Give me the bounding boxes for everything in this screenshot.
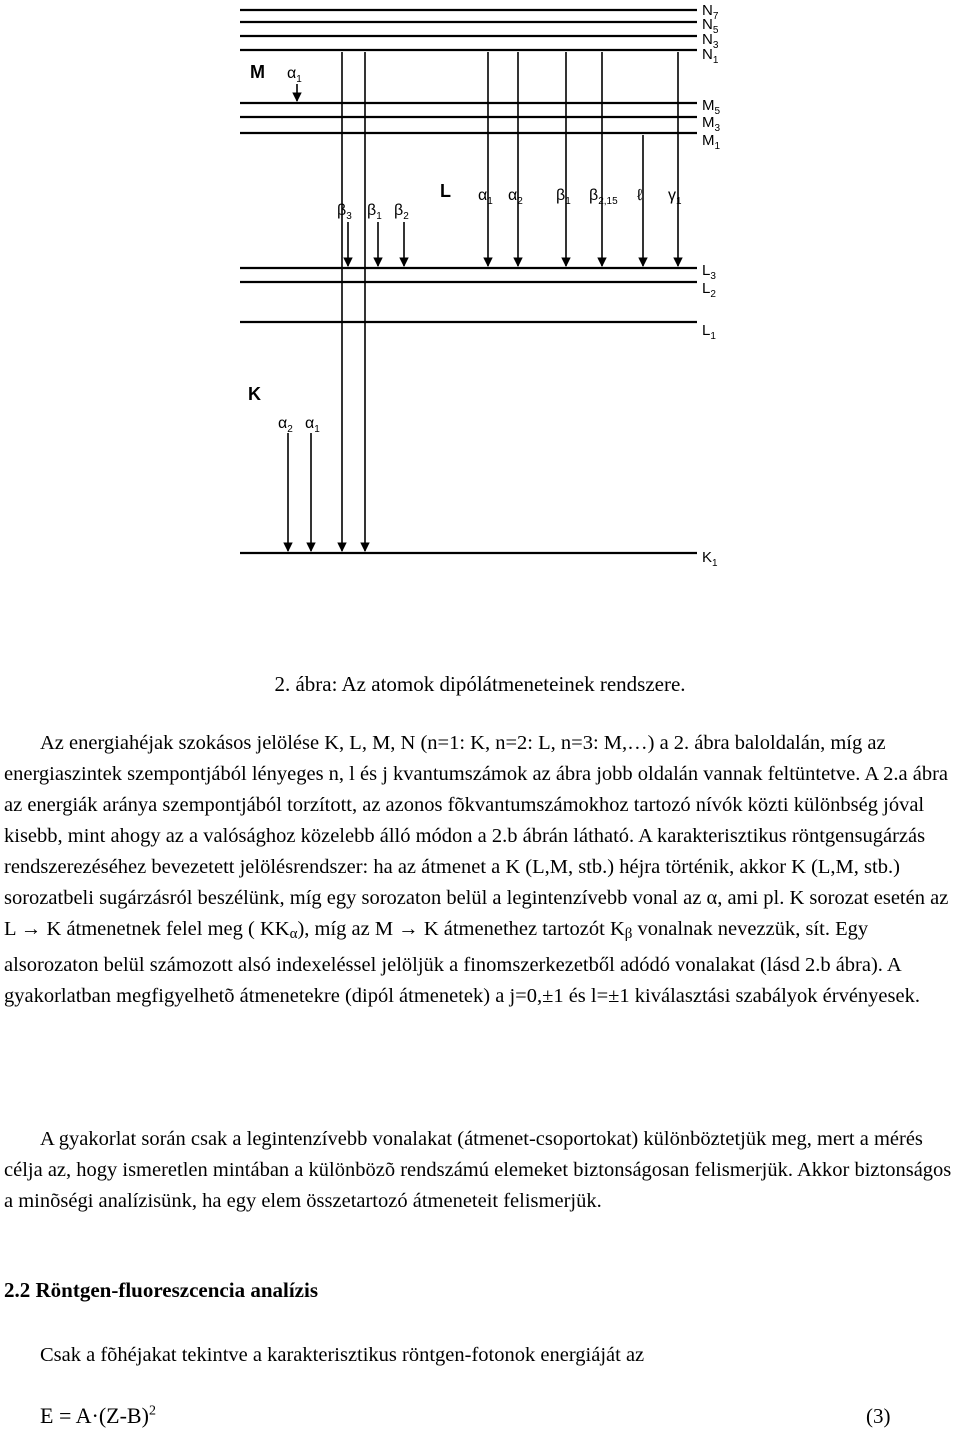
level-label-N7: $N_7$ (702, 2, 719, 22)
paragraph-main-shells: Csak a fõhéjakat tekintve a karakterisztikus röntgen-fotonok energiáját az (40, 1344, 645, 1366)
equation-number: (3) (866, 1404, 891, 1428)
shell-label-M: M (250, 62, 265, 82)
shell-label-K: K (248, 384, 261, 404)
equation: $E = A\cdot(Z-B)^2$ (40, 1403, 156, 1428)
level-label-L1: $L_1$ (702, 322, 716, 342)
label-L-alpha2: $\alpha_2$ (508, 187, 523, 207)
level-label-N3: $N_3$ (702, 31, 719, 51)
label-M-alpha1: $\alpha_1$ (287, 65, 302, 85)
label-L-gamma1: $\gamma_1$ (668, 187, 682, 207)
energy-level-diagram (0, 0, 960, 660)
level-label-L3: $L_3$ (702, 262, 716, 282)
label-L-beta1: $\beta_1$ (367, 202, 382, 222)
level-label-M1: $M_1$ (702, 132, 721, 152)
level-label-L2: $L_2$ (702, 280, 716, 300)
section-heading: 2.2 Röntgen-fluoreszcencia analízis (4, 1278, 318, 1302)
label-L-beta215: $\beta_{2,15}$ (589, 187, 618, 207)
label-K-alpha2: $\alpha_2$ (278, 415, 293, 435)
label-L-beta1b: $\beta_1$ (556, 187, 571, 207)
label-L-beta3: $\beta_3$ (337, 202, 352, 222)
shell-label-L: L (440, 181, 451, 201)
paragraph-practice: A gyakorlat során csak a legintenzívebb vonalakat (átmenet-csoportokat) különböztetjük meg, mert a mérés célja az, hogy ismeretlen mintában a különbözõ rendszámú elemeket biztonságosan felismerjük. Akkor biztonságos a minõségi analízisünk, ha egy elem összetartozó átmeneteit felismerjük. (4, 1128, 952, 1212)
label-L-alpha1: $\alpha_1$ (478, 187, 493, 207)
level-label-K1: $K_1$ (702, 549, 718, 569)
figure-caption: 2. ábra: Az atomok dipólátmeneteinek rendszere. (274, 672, 686, 696)
level-label-M5: $M_5$ (702, 97, 721, 117)
label-K-alpha1: $\alpha_1$ (305, 415, 320, 435)
level-label-M3: $M_3$ (702, 114, 721, 134)
paragraph-energy-shells: Az energiahéjak szokásos jelölése K, L, M, N (n=1: K, n=2: L, n=3: M,…) a 2. ábra baloldalán, míg az energiaszintek szempontjából lényeges n, l és j kvantumszámok az ábra jobb oldalán vannak feltüntetve. A 2.a ábra az energiák aránya szempontjából torzított, az azonos fõkvantumszámokhoz tartozó nívók közti különbség jóval kisebb, mint ahogy az a valósághoz közelebb álló módon a 2.b ábrán látható. A karakterisztikus röntgensugárzás rendszerezéséhez bevezetett jelölésrendszer: ha az átmenet a K (L,M, stb.) héjra történik, akkor K (L,M, stb.) sorozatbeli sugárzásról beszélünk, míg egy sorozaton belül a legintenzívebb vonal az α, ami pl. K sorozat esetén az L → K átmenetnek felel meg ( $KK_\alpha$), míg az M → K átmenethez tartozót $K_\beta$ vonalnak nevezzük, sít. Egy alsorozaton belül számozott alsó indexeléssel jelöljük a finomszerkezetből adódó vonalakat (lásd 2.b ábra). A gyakorlatban megfigyelhetõ átmenetekre (dipól átmenetek) a j=0,±1 és l=±1 kiválasztási szabályok érvényesek. (4, 732, 949, 1007)
label-L-ell: ℓ (637, 187, 643, 204)
level-label-N5: $N_5$ (702, 16, 719, 36)
label-L-beta2: $\beta_2$ (394, 202, 409, 222)
level-label-N1: $N_1$ (702, 46, 719, 66)
